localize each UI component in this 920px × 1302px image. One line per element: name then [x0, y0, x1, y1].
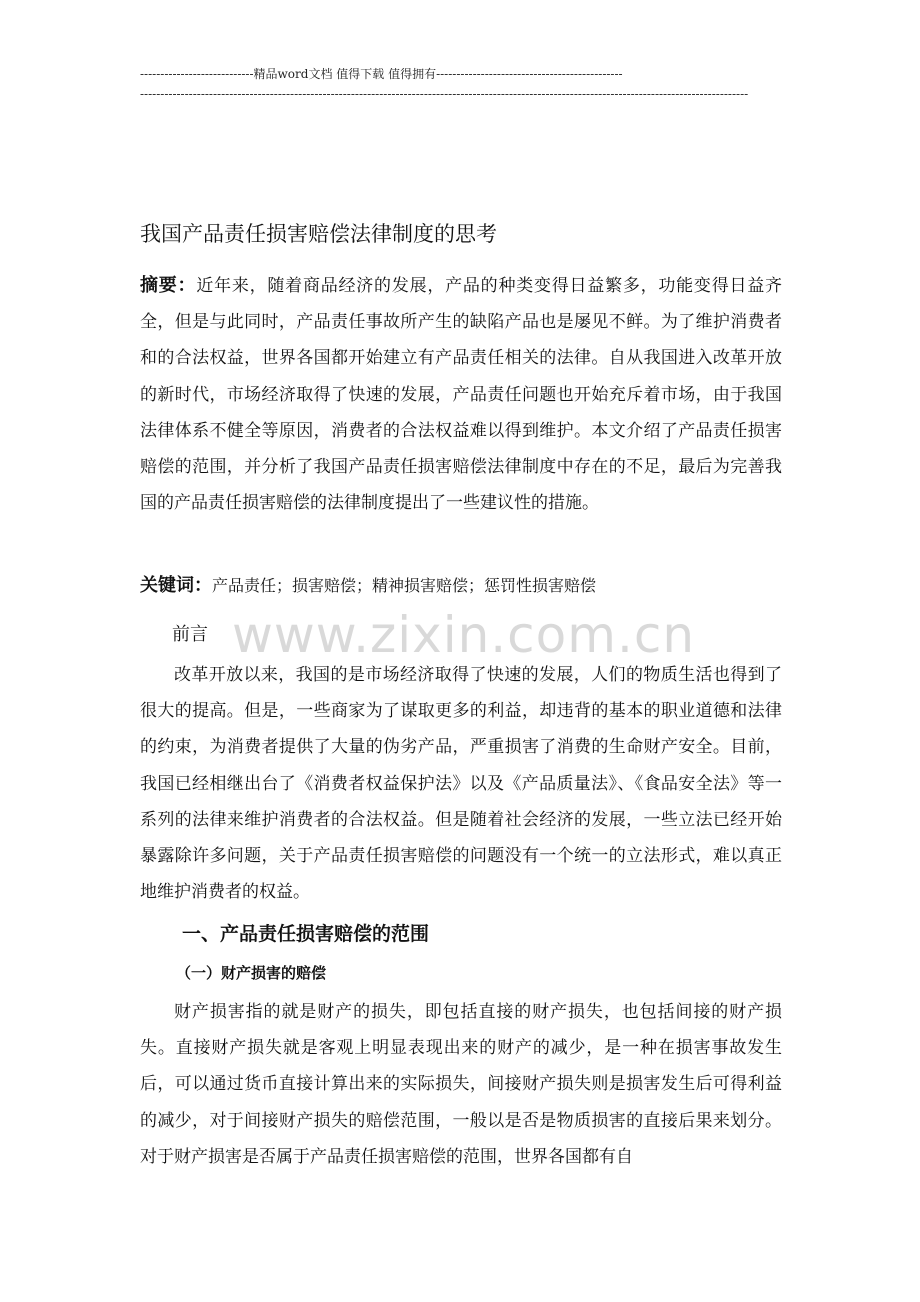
watermark-text: www.zixin.com.cn	[232, 606, 696, 664]
keywords-label: 关键词：	[140, 575, 212, 596]
preface-heading: 前言	[172, 624, 208, 645]
page-header-rule: ------------------------------------------------------------------------------------------------------------------------------------------------------	[140, 87, 749, 101]
document-title: 我国产品责任损害赔偿法律制度的思考	[140, 222, 497, 246]
preface-paragraph: 改革开放以来，我国的是市场经济取得了快速的发展，人们的物质生活也得到了很大的提高。但是，一些商家为了谋取更多的利益，却违背的基本的职业道德和法律的约束，为消费者提供了大量的伪劣产品，严重损害了消费的生命财产安全。目前，我国已经相继出台了《消费者权益保护法》以及《产品质量法》、《食品安全法》等一系列的法律来维护消费者的合法权益。但是随着社会经济的发展，一些立法已经开始暴露除许多问题，关于产品责任损害赔偿的问题没有一个统一的立法形式，难以真正地维护消费者的权益。	[140, 665, 782, 903]
keywords-text: 产品责任；损害赔偿；精神损害赔偿；惩罚性损害赔偿	[212, 576, 597, 595]
subsection-paragraph-1: 财产损害指的就是财产的损失，即包括直接的财产损失，也包括间接的财产损失。直接财产损失就是客观上明显表现出来的财产的减少，是一种在损害事故发生后，可以通过货币直接计算出来的实际损失，间接财产损失则是损害发生后可得利益的减少，对于间接财产损失的赔偿范围，一般以是否是物质损害的直接后果来划分。对于财产损害是否属于产品责任损害赔偿的范围，世界各国都有自	[140, 1002, 782, 1167]
abstract-text: 近年来，随着商品经济的发展，产品的种类变得日益繁多，功能变得日益齐全，但是与此同时，产品责任事故所产生的缺陷产品也是屡见不鲜。为了维护消费者和的合法权益，世界各国都开始建立有产品责任相关的法律。自从我国进入改革开放的新时代，市场经济取得了快速的发展，产品责任问题也开始充斥着市场，由于我国法律体系不健全等原因，消费者的合法权益难以得到维护。本文介绍了产品责任损害赔偿的范围，并分析了我国产品责任损害赔偿法律制度中存在的不足，最后为完善我国的产品责任损害赔偿的法律制度提出了一些建议性的措施。	[140, 276, 783, 514]
subsection-heading-1: （一）财产损害的赔偿	[176, 964, 327, 982]
page-header-banner: ----------------------------精品word文档 值得下载 值得拥有----------------------------------------------	[140, 67, 623, 81]
keywords-line	[140, 568, 782, 604]
abstract-paragraph	[140, 268, 782, 521]
section-heading-1: 一、产品责任损害赔偿的范围	[182, 923, 430, 945]
abstract-label: 摘要：	[140, 275, 197, 296]
